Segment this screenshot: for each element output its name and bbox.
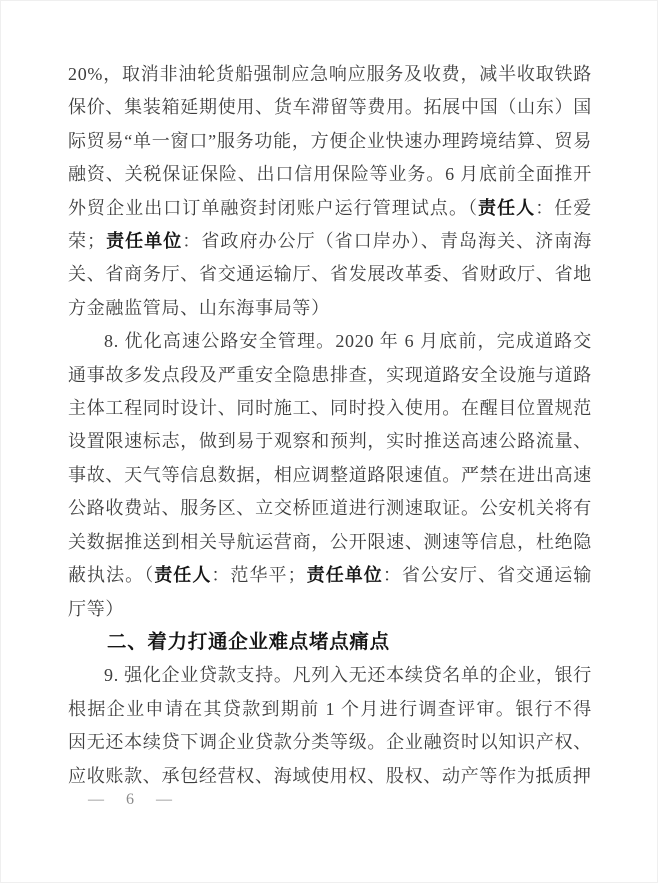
body-text: ：范华平； [211, 565, 307, 586]
emphasized-text: 责任人 [478, 197, 536, 218]
body-text: 8. 优化高速公路安全管理。2020 年 6 月底前，完成道路交通事故多发点段及严重安全隐患排查，实现道路安全设施与道路主体工程同时设计、同时施工、同时投入使用。在醒目位置规范设置限速标志，做到易于观察和预判，实时推送高速公路流量、事故、天气等信息数据，相应调整道路限速值。严禁在进出高速公路收费站、服务区、立交桥匝道进行测速取证。公安机关将有关数据推送到相关导航运营商，公开限速、测速等信息，杜绝隐蔽执法。（ [68, 331, 592, 586]
document-body [68, 58, 592, 793]
emphasized-text: 责任人 [154, 565, 212, 586]
emphasized-text: 责任单位 [306, 565, 383, 586]
body-text: ：任爱荣； [68, 197, 592, 252]
paragraph [68, 325, 592, 626]
emphasized-text: 二、着力打通企业难点堵点痛点 [107, 630, 390, 653]
body-text: ：省政府办公厅（省口岸办）、青岛海关、济南海关、省商务厅、省交通运输厅、省发展改革委、省财政厅、省地方金融监管局、山东海事局等） [68, 231, 592, 318]
section-heading [68, 626, 592, 659]
page-footer [88, 790, 181, 810]
body-text: 20%，取消非油轮货船强制应急响应服务及收费，减半收取铁路保价、集装箱延期使用、货车滞留等费用。拓展中国（山东）国际贸易“单一窗口”服务功能，方便企业快速办理跨境结算、贸易融资、关税保证保险、出口信用保险等业务。6 月底前全面推开外贸企业出口订单融资封闭账户运行管理试点。（ [68, 64, 592, 218]
emphasized-text: 责任单位 [105, 231, 183, 252]
body-text: ：省公安厅、省交通运输厅等） [68, 565, 593, 619]
body-text: 9. 强化企业贷款支持。凡列入无还本续贷名单的企业，银行根据企业申请在其贷款到期前 1 个月进行调查评审。银行不得因无还本续贷下调企业贷款分类等级。企业融资时以知识产权、应收账款、承包经营权、海域使用权、股权、动产等作为抵质押 [68, 665, 592, 786]
paragraph [68, 58, 592, 325]
paragraph [68, 659, 592, 793]
page-number: — 6 — [88, 791, 181, 808]
